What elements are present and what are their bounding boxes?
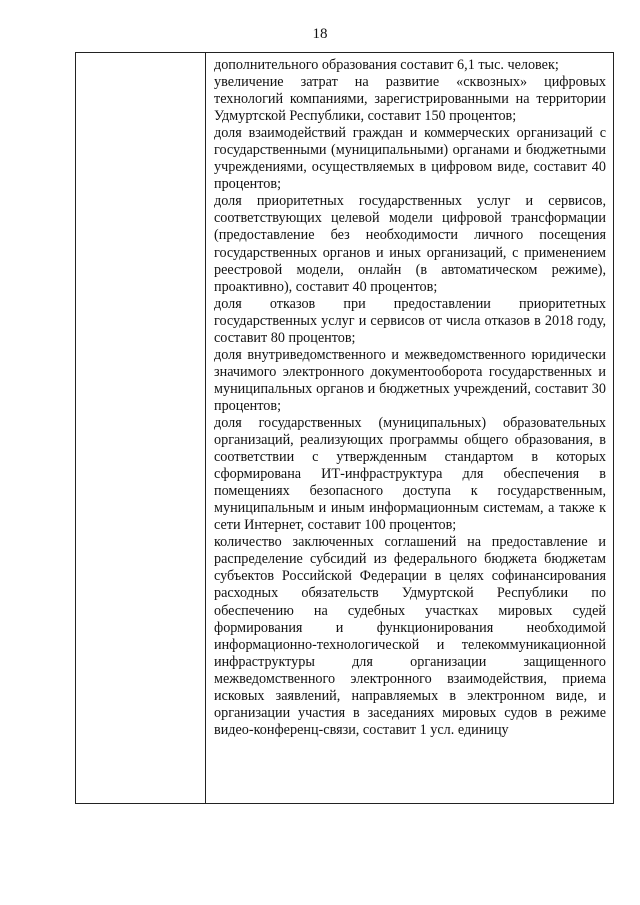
indicators-cell xyxy=(214,57,606,739)
column-divider xyxy=(205,53,206,803)
document-table xyxy=(75,52,614,804)
paragraph: увеличение затрат на развитие «сквозных» цифровых технологий компаниями, зарегистрированными на территории Удмуртской Республики, составит 150 процентов; xyxy=(214,74,606,125)
paragraph: количество заключенных соглашений на предоставление и распределение субсидий из федерального бюджета бюджетам субъектов Российской Федерации в целях софинансирования расходных обязательств Удмуртской Республики по обеспечению на судебных участках мировых судей формирования и функционирования необходимой информационно-технологической и телекоммуникационной инфраструктуры для организации защищенного межведомственного электронного взаимодействия, приема исковых заявлений, направляемых в электронном виде, и организации участия в заседаниях мировых судов в режиме видео-конференц-связи, составит 1 усл. единицу xyxy=(214,534,606,738)
page-number: 18 xyxy=(312,26,328,42)
paragraph: доля приоритетных государственных услуг и сервисов, соответствующих целевой модели цифровой трансформации (предоставление без необходимости личного посещения государственных органов и иных организаций, с применением реестровой модели, онлайн (в автоматическом режиме), проактивно), составит 40 процентов; xyxy=(214,193,606,295)
paragraph: доля отказов при предоставлении приоритетных государственных услуг и сервисов от числа отказов в 2018 году, составит 80 процентов; xyxy=(214,295,606,346)
paragraph: доля государственных (муниципальных) образовательных организаций, реализующих программы общего образования, в соответствии с утвержденным стандартом в которых сформирована ИТ-инфраструктура для обеспечения в помещениях безопасного доступа к государственным, муниципальным и иным информационным системам, а также к сети Интернет, составит 100 процентов; xyxy=(214,414,606,534)
paragraph: дополнительного образования составит 6,1 тыс. человек; xyxy=(214,57,559,73)
paragraph: доля взаимодействий граждан и коммерческих организаций с государственными (муниципальными) органами и бюджетными учреждениями, осуществляемых в цифровом виде, составит 40 процентов; xyxy=(214,125,606,193)
paragraph: доля внутриведомственного и межведомственного юридически значимого электронного документооборота государственных и муниципальных органов и бюджетных учреждений, составит 30 процентов; xyxy=(214,346,606,414)
